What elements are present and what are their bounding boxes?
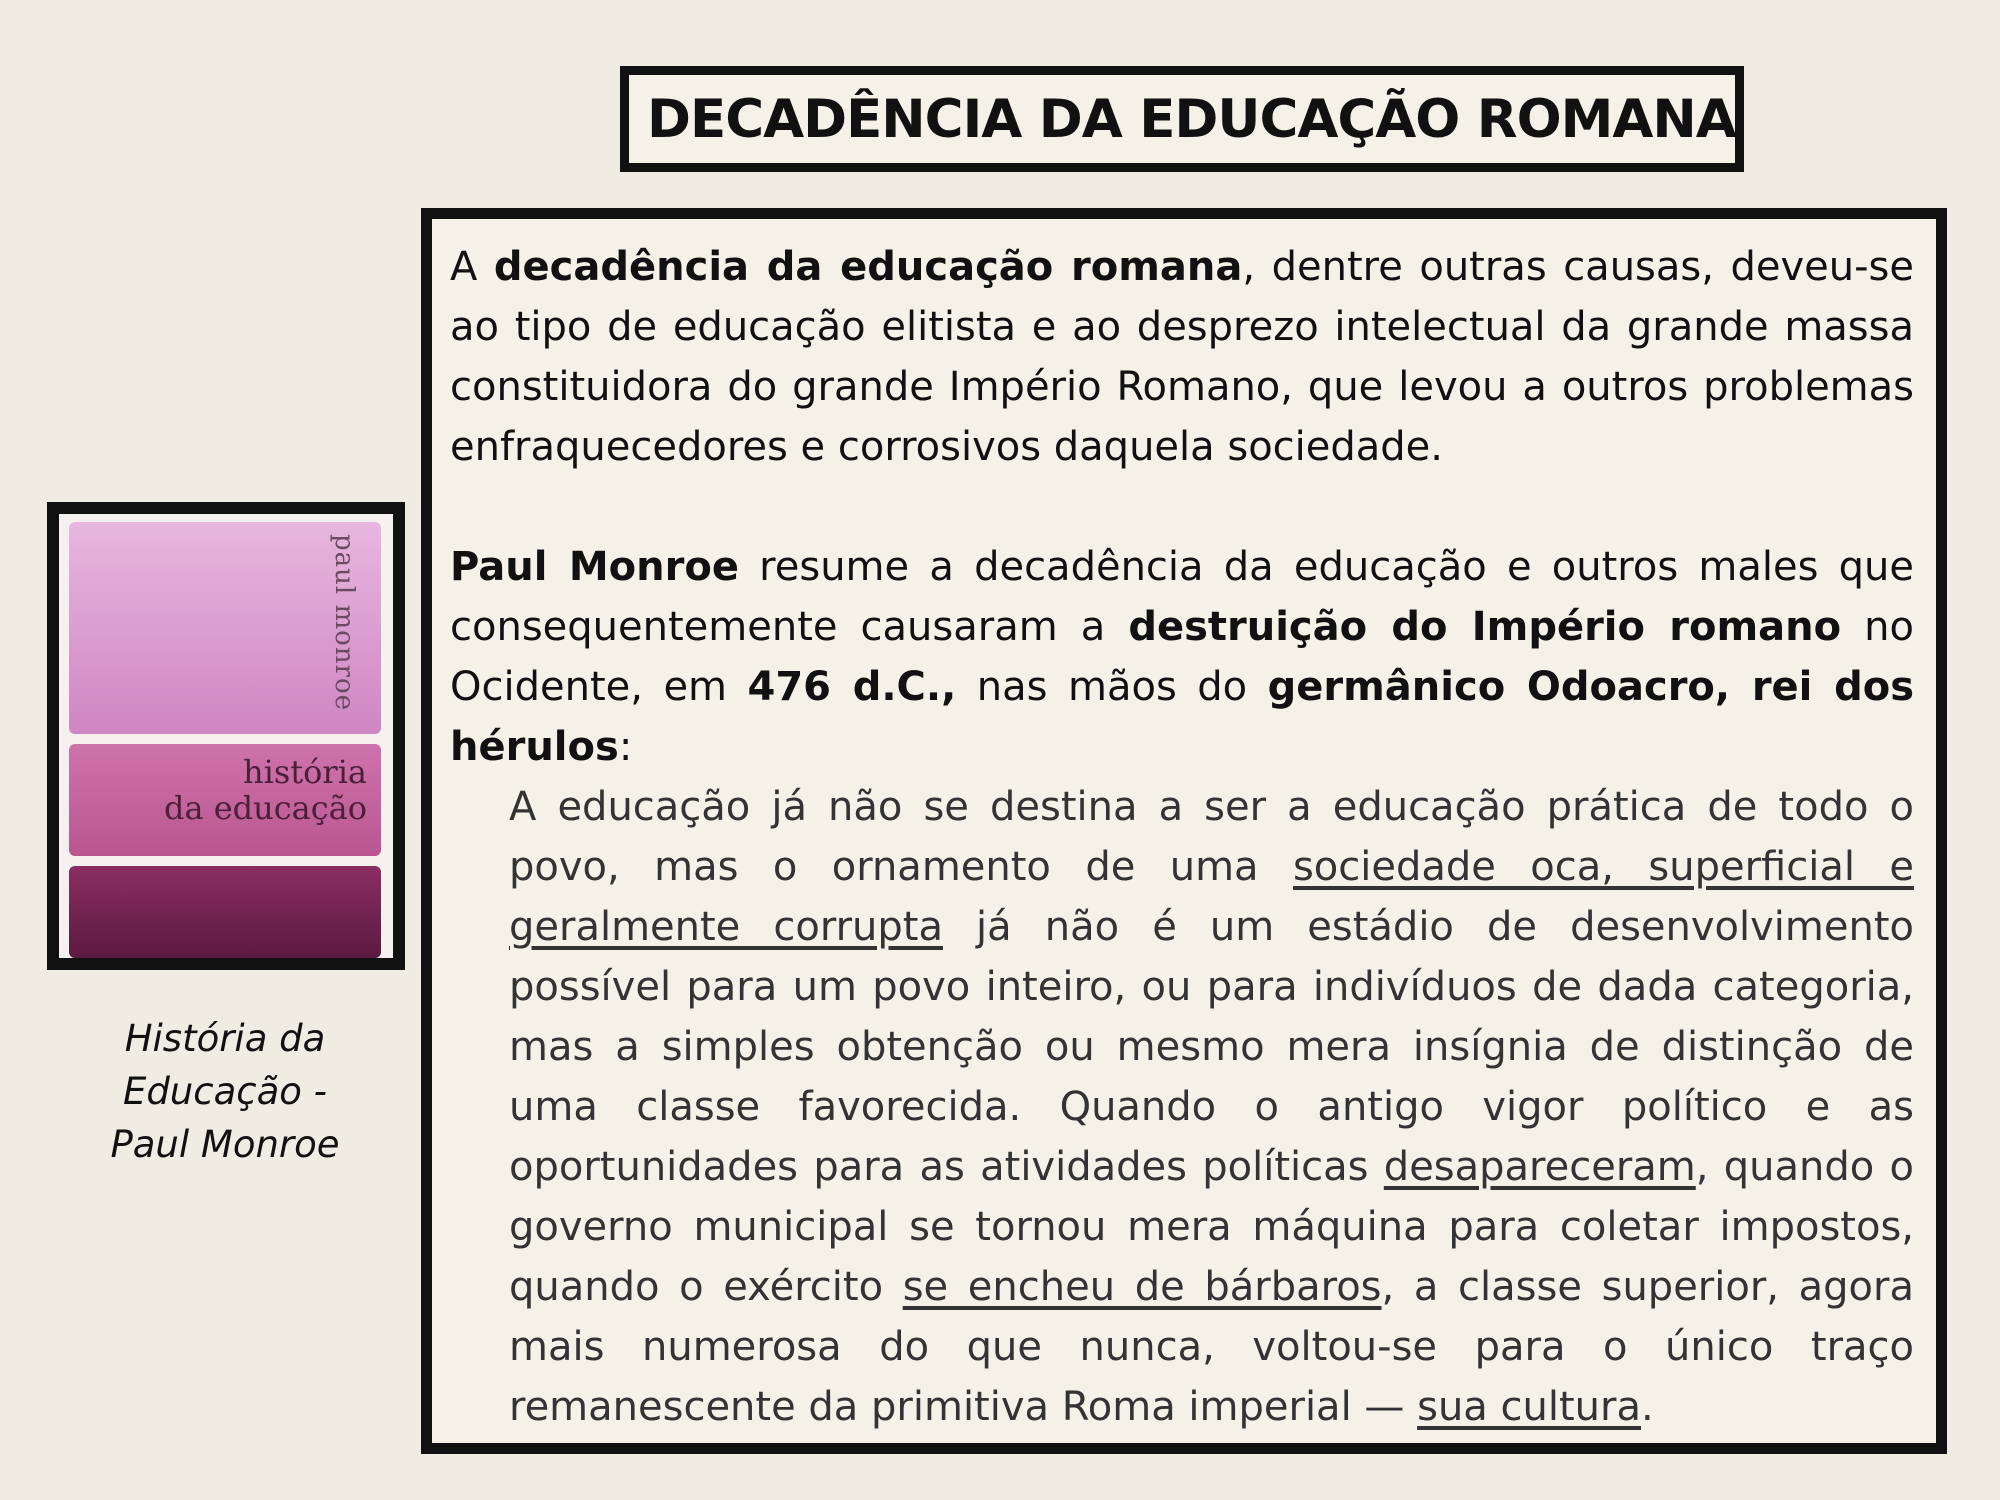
paragraph-intro <box>450 237 1914 477</box>
p2-odoacro: germânico Odoacro, rei dos hérulos <box>450 664 1915 770</box>
p2-text1: resume a decadência da educação e outros males que consequentemente causaram a <box>450 544 1914 650</box>
caption-line3: Paul Monroe <box>110 1123 340 1166</box>
p2-text3: nas mãos do <box>956 664 1268 710</box>
p1-bold: decadência da educação romana <box>493 244 1243 290</box>
p2-author: Paul Monroe <box>450 544 739 590</box>
quote-block <box>450 777 1914 1437</box>
p2-destruction: destruição do Império romano <box>1128 604 1842 650</box>
caption-line1: História da <box>124 1017 326 1060</box>
book-cover-title-line1: história <box>243 753 367 791</box>
book-caption <box>60 1012 390 1171</box>
p2-date: 476 d.C., <box>747 664 957 710</box>
quote-t5: . <box>1640 1384 1654 1430</box>
paragraph-monroe <box>450 537 1914 777</box>
book-cover-title-line2: da educação <box>163 789 367 827</box>
book-cover-bottom-band <box>69 866 381 958</box>
caption-line2: Educação - <box>122 1070 328 1113</box>
quote-t2: já não é um estádio de desenvolvimento possível para um povo inteiro, ou para indivíduos de dada categoria, mas a simples obtenção ou mesmo mera insígnia de distinção de uma classe favorecida. Quando o antigo vigor político e as oportunidades para as atividades políticas <box>509 904 1915 1190</box>
quote-u4: sua cultura <box>1417 1384 1641 1430</box>
p1-post: , dentre outras causas, deveu-se ao tipo de educação elitista e ao desprezo intelectual da grande massa constituidora do grande Império Romano, que levou a outros problemas enfraquecedores e corrosivos daquela sociedade. <box>450 244 1914 470</box>
p1-pre: A <box>450 244 494 290</box>
p2-text4: : <box>618 724 633 770</box>
quote-t1: A educação já não se destina a ser a educação prática de todo o povo, mas o ornamento de uma <box>509 784 1914 890</box>
title-box <box>620 66 1744 172</box>
quote-t4: , a classe superior, agora mais numerosa do que nunca, voltou-se para o único traço remanescente da primitiva Roma imperial — <box>509 1264 1914 1430</box>
book-cover-title <box>87 754 367 826</box>
quote-u3: se encheu de bárbaros <box>902 1264 1382 1310</box>
quote-u1: sociedade oca, superficial e geralmente corrupta <box>509 844 1914 950</box>
slide-title: DECADÊNCIA DA EDUCAÇÃO ROMANA <box>647 88 1736 150</box>
main-text-box <box>421 208 1947 1454</box>
book-cover-image <box>47 502 405 970</box>
quote-t3: , quando o governo municipal se tornou mera máquina para coletar impostos, quando o exército <box>509 1144 1915 1310</box>
quote-u2: desapareceram <box>1383 1144 1696 1190</box>
book-cover-author: paul monroe <box>329 534 359 711</box>
p2-text2: no Ocidente, em <box>450 604 1914 710</box>
